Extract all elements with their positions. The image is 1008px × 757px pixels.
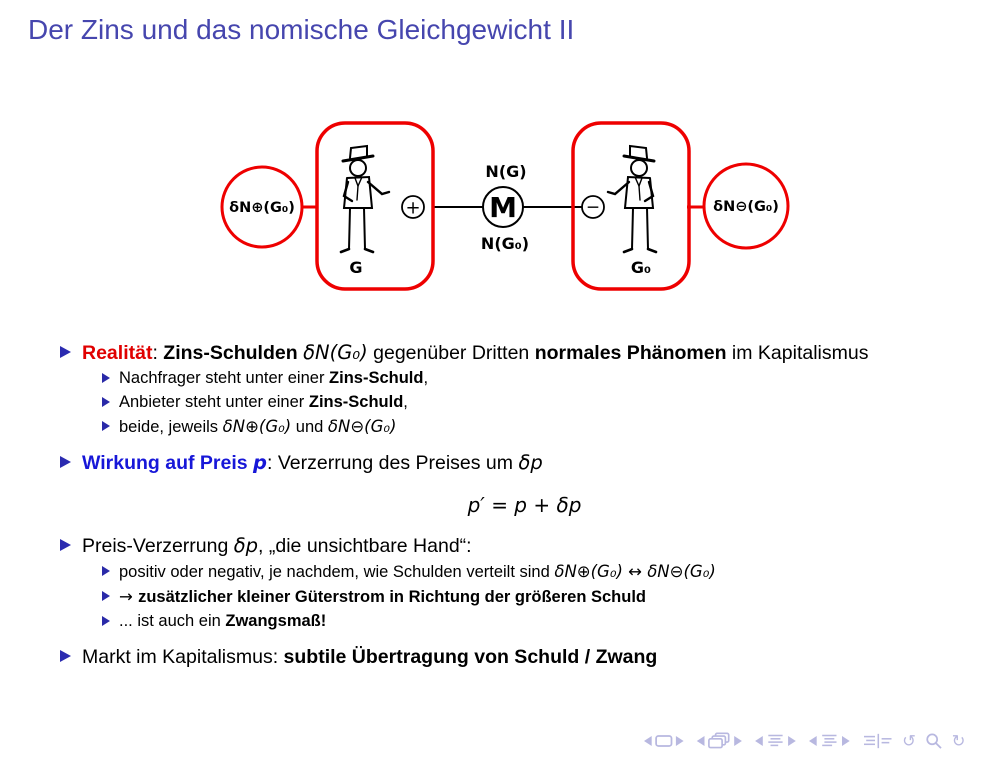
content-area [57,341,992,669]
forward-history-button[interactable] [952,732,966,751]
bullet-triangle-icon [60,346,71,358]
bullet-triangle-icon [102,566,110,576]
text-line: Markt im Kapitalismus: subtile Übertragung von Schuld / Zwang [82,646,658,668]
bullet-triangle-icon [60,650,71,662]
text-line: Wirkung auf Preis p: Verzerrung des Preises um δp [82,451,543,474]
left-box-label: G [349,258,363,277]
text-line: positiv oder negativ, je nachdem, wie Schulden verteilt sind δN⊕(G₀) ↔ δN⊖(G₀) [119,562,716,581]
next-section-button[interactable] [788,736,796,746]
search-icon[interactable] [927,734,941,748]
next-subsection-button[interactable] [842,736,850,746]
section-list-icon[interactable] [768,736,782,746]
bullet-item [60,534,992,558]
subsection-list-icon[interactable] [822,736,836,746]
bullet-item [102,611,992,632]
flow-bottom-label: N(G₀) [480,234,530,253]
bullet-item [60,645,992,669]
right-debt-label: δN⊖(G₀) [713,199,779,215]
plus-sign: + [405,197,421,219]
next-slide-button[interactable] [676,736,684,746]
bullet-item [102,416,992,438]
text-line: Anbieter steht unter einer Zins-Schuld, [119,393,408,411]
prev-section-button[interactable] [755,736,763,746]
prev-subsection-button[interactable] [809,736,817,746]
page-title: Der Zins und das nomische Gleichgewicht II [28,14,575,45]
navigation-bar [638,730,1002,752]
text-line: Preis-Verzerrung δp, „die unsichtbare Hand“: [82,534,472,557]
right-box-label: G₀ [630,258,652,277]
svg-text:↻: ↻ [951,731,966,751]
svg-text:↺: ↺ [902,731,917,751]
bullet-triangle-icon [102,616,110,626]
bullet-item [102,561,992,583]
bullet-triangle-icon [102,591,110,601]
text-line: Nachfrager steht unter einer Zins-Schuld, [119,369,429,387]
frame-overlays-icon[interactable] [709,733,729,747]
bullet-triangle-icon [102,397,110,407]
back-history-button[interactable] [902,732,916,751]
left-debt-label: δN⊕(G₀) [229,200,295,216]
bullet-item [102,392,992,413]
prev-frame-button[interactable] [697,736,705,746]
minus-sign: − [585,197,601,218]
bullet-triangle-icon [60,539,71,551]
bullet-item [60,451,992,475]
bullet-item [60,341,992,365]
text-line: beide, jeweils δN⊕(G₀) und δN⊖(G₀) [119,417,397,436]
text-line: Realität: Zins-Schulden δN(G₀) gegenüber Dritten normales Phänomen im Kapitalismus [82,341,869,364]
text-line: → zusätzlicher kleiner Güterstrom in Richtung der größeren Schuld [119,587,647,606]
appendix-icon[interactable] [864,734,892,748]
exchange-diagram [215,108,815,303]
slide-frame-icon[interactable] [656,736,671,746]
flow-top-label: N(G) [485,162,527,181]
formula [57,493,992,518]
text-line: ... ist auch ein Zwangsmaß! [119,612,327,630]
bullet-triangle-icon [102,421,110,431]
prev-slide-button[interactable] [644,736,652,746]
bullet-item [102,368,992,389]
bullet-triangle-icon [102,373,110,383]
right-person-figure [608,146,656,252]
text-line: p′ = p + δp [467,493,582,517]
next-frame-button[interactable] [734,736,742,746]
bullet-triangle-icon [60,456,71,468]
money-label: M [489,191,517,224]
bullet-item [102,586,992,608]
